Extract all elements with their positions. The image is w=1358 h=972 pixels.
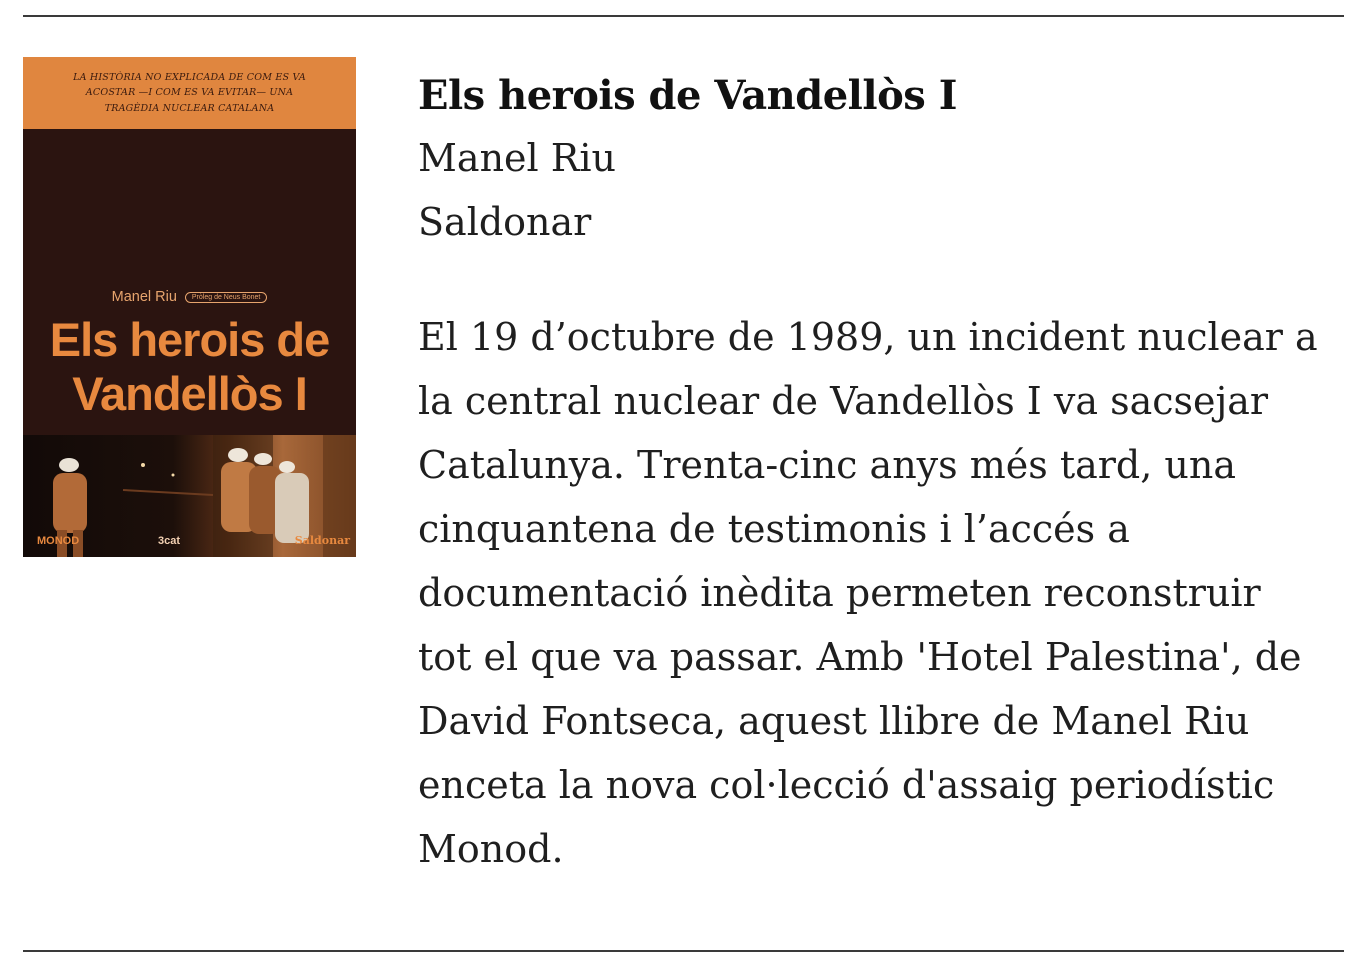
book-title: Els herois de Vandellòs I: [418, 72, 957, 119]
cover-title-line1: Els herois de: [49, 313, 330, 366]
cover-author: Manel Riu: [111, 289, 177, 305]
cover-tagline: LA HISTÒRIA NO EXPLICADA DE COM ES VA ACOSTAR —I COM ES VA EVITAR— UNA TRAGÈDIA NUCLEAR CATALANA: [73, 72, 306, 114]
book-description: El 19 d’octubre de 1989, un incident nuclear a la central nuclear de Vandellòs I va sacsejar Catalunya. Trenta-cinc anys més tard, una cinquantena de testimonis i l’accés a documentació inèdita permeten reconstruir tot el que va passar. Amb 'Hotel Palestina', de David Fontseca, aquest llibre de Manel Riu enceta la nova col·lecció d'assaig periodístic Monod.: [418, 315, 1318, 871]
cover-title-line2: Vandellòs I: [72, 367, 307, 420]
cover-title: [23, 313, 356, 421]
cover-photo: [23, 435, 356, 557]
monod-logo: MONOD: [37, 535, 80, 547]
cover-prolog-badge: Pròleg de Neus Bonet: [185, 292, 268, 303]
cover-byline: [23, 289, 356, 305]
book-info: [418, 66, 1334, 881]
top-divider: [23, 15, 1344, 17]
3cat-logo: 3cat: [158, 535, 181, 547]
book-author: Manel Riu: [418, 136, 616, 180]
book-cover-image: [23, 57, 356, 557]
saldonar-logo: Saldonar: [294, 534, 350, 547]
book-publisher: Saldonar: [418, 200, 592, 244]
cover-tagline-band: [23, 57, 356, 129]
bottom-divider: [23, 950, 1344, 952]
